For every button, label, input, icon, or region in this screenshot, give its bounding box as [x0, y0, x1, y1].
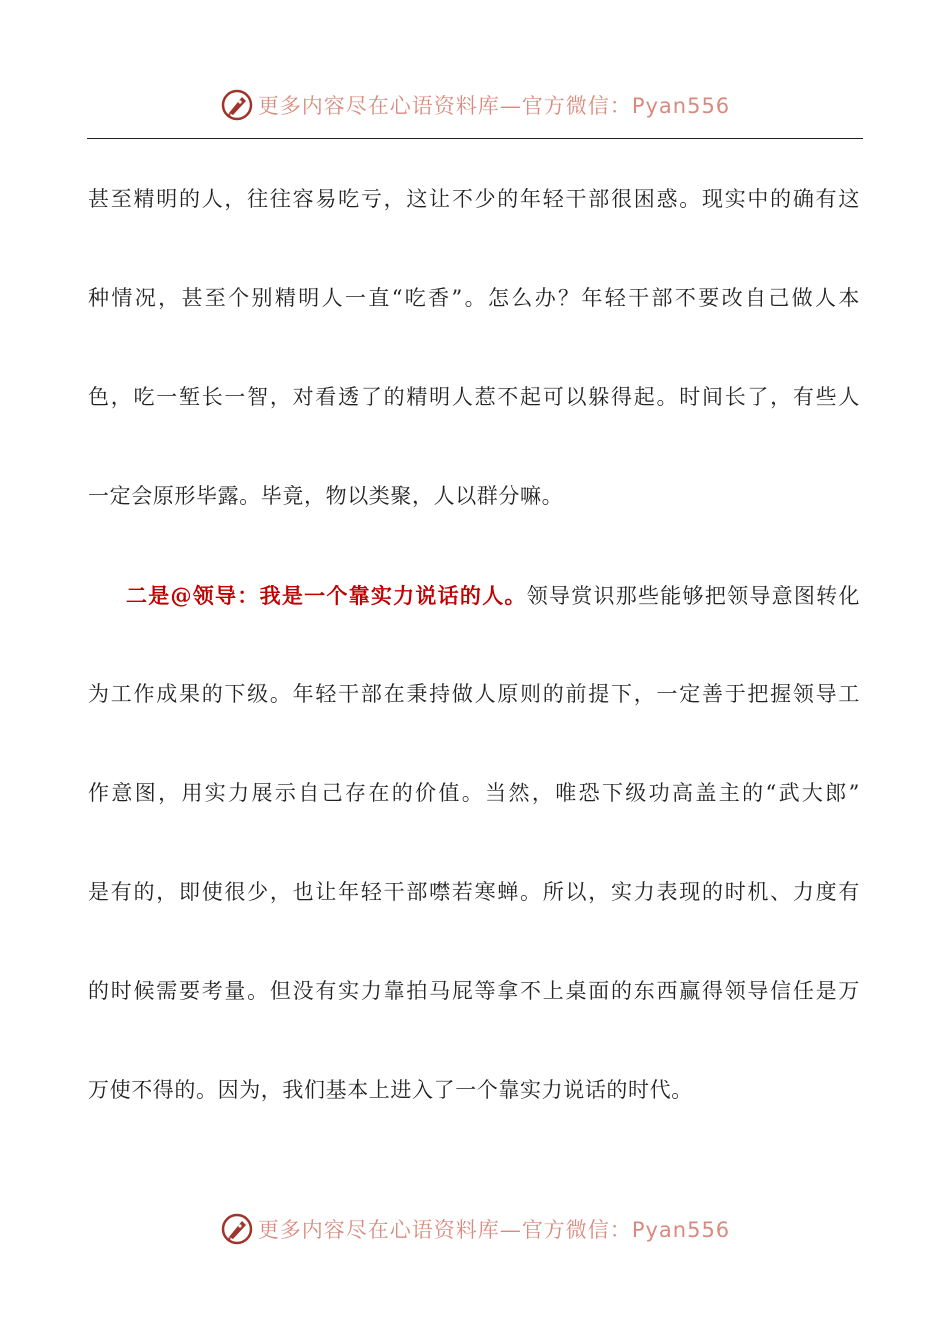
header-banner-wechat-label: 官方微信： [521, 94, 632, 118]
footer-banner-dash: — [499, 1218, 522, 1242]
paragraph-2-line-4: 是有的，即使很少，也让年轻干部噤若寒蝉。所以，实力表现的时机、力度有 [88, 880, 860, 904]
footer-banner-wechat-label: 官方微信： [521, 1218, 632, 1242]
header-banner [0, 80, 950, 130]
paragraph-2-line-3: 作意图，用实力展示自己存在的价值。当然，唯恐下级功高盖主的“武大郎” [88, 781, 860, 805]
header-divider [87, 138, 863, 139]
footer-banner-text [258, 1214, 730, 1244]
document-body [88, 150, 860, 1140]
paragraph-2-line-1 [88, 546, 860, 645]
header-banner-dash: — [499, 94, 522, 118]
paragraph-1-line-3: 色，吃一堑长一智，对看透了的精明人惹不起可以躲得起。时间长了，有些人 [88, 385, 860, 409]
paragraph-2-line-6: 万使不得的。因为，我们基本上进入了一个靠实力说话的时代。 [88, 1078, 693, 1102]
paragraph-2-line-5: 的时候需要考量。但没有实力靠拍马屁等拿不上桌面的东西赢得领导信任是万 [88, 979, 860, 1003]
paragraph-1-line-2: 种情况，甚至个别精明人一直“吃香”。怎么办？年轻干部不要改自己做人本 [88, 286, 860, 310]
footer-banner [0, 1204, 950, 1254]
header-banner-wechat-id: Pyan556 [631, 94, 731, 118]
footer-banner-main: 更多内容尽在心语资料库 [257, 1218, 500, 1242]
header-banner-main: 更多内容尽在心语资料库 [257, 94, 500, 118]
header-banner-text [258, 90, 730, 120]
paragraph-2-heading: 二是@领导：我是一个靠实力说话的人。 [126, 583, 527, 608]
paragraph-1-line-4: 一定会原形毕露。毕竟，物以类聚，人以群分嘛。 [88, 484, 564, 508]
pen-nib-logo-icon [220, 88, 254, 122]
paragraph-2-line-2: 为工作成果的下级。年轻干部在秉持做人原则的前提下，一定善于把握领导工 [88, 682, 860, 706]
paragraph-2-line-1-rest: 领导赏识那些能够把领导意图转化 [526, 584, 860, 608]
paragraph-1-line-1: 甚至精明的人，往往容易吃亏，这让不少的年轻干部很困惑。现实中的确有这 [88, 187, 860, 211]
footer-banner-wechat-id: Pyan556 [631, 1218, 731, 1242]
pen-nib-logo-icon [220, 1212, 254, 1246]
